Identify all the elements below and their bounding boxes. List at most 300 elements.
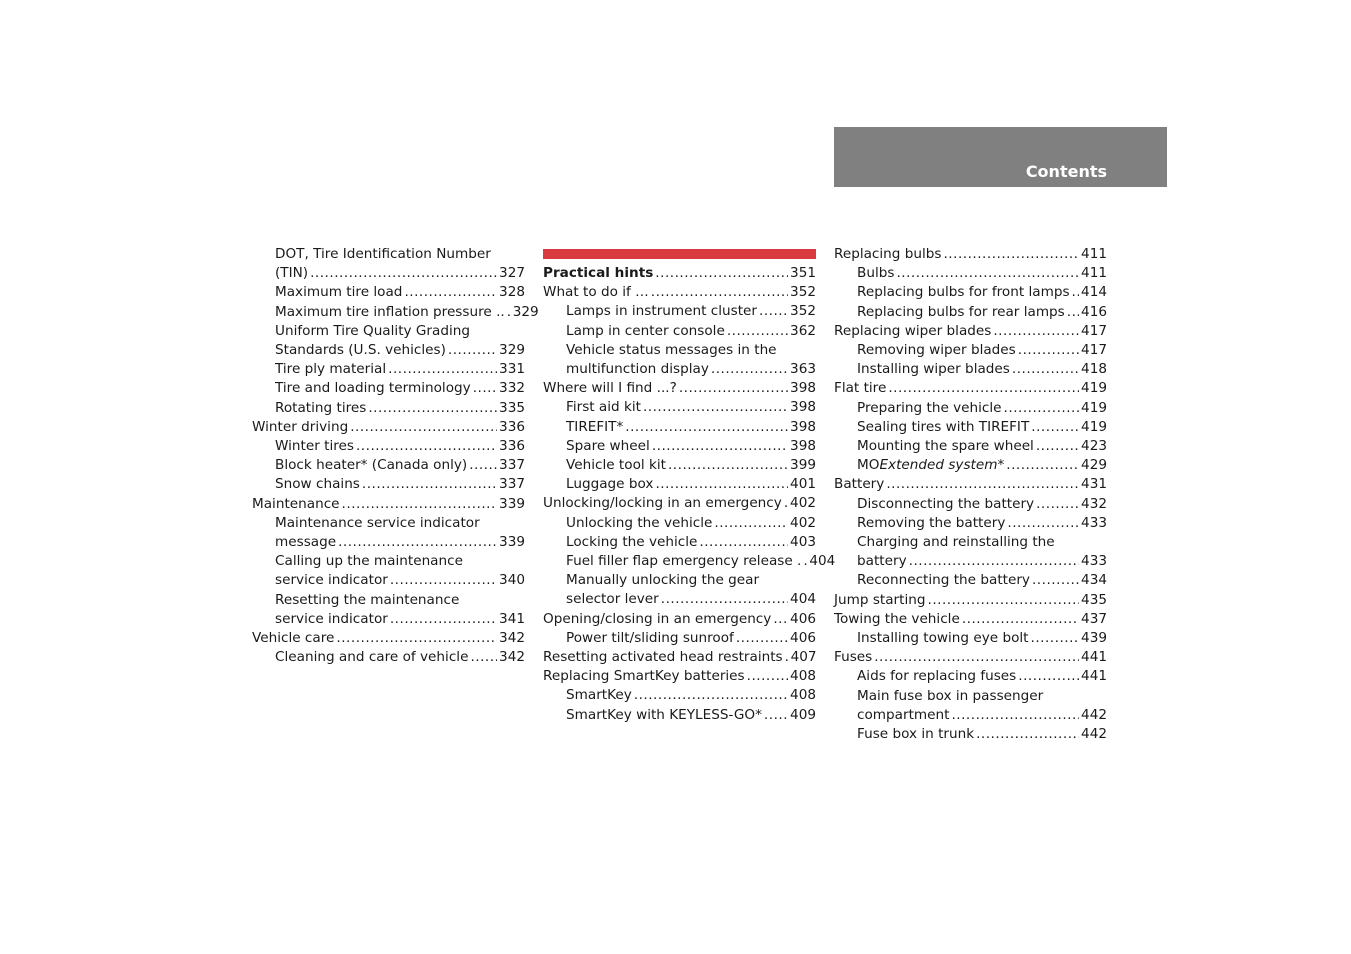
toc-entry-label	[275, 571, 388, 590]
toc-entry[interactable]	[834, 360, 1107, 379]
toc-page-number: 414	[1081, 284, 1107, 301]
toc-entry-label	[834, 591, 926, 610]
toc-entry[interactable]	[543, 456, 816, 475]
toc-page-number: 434	[1081, 572, 1107, 589]
toc-entry-label-text: Flat tire	[834, 380, 887, 397]
toc-entry-label	[834, 322, 991, 341]
toc-entry[interactable]	[543, 590, 816, 609]
toc-entry-label-text: Unlocking/locking in an emergency	[543, 495, 782, 512]
toc-entry-label-text: Removing the battery	[857, 514, 1006, 531]
toc-entry-label	[857, 706, 949, 725]
toc-entry[interactable]	[543, 322, 816, 341]
dot-leader	[785, 648, 789, 667]
dot-leader	[655, 264, 788, 283]
toc-page-number: 336	[499, 438, 525, 455]
contents-column-1	[252, 245, 539, 667]
toc-page-number: 419	[1081, 418, 1107, 435]
toc-entry-label-text: Vehicle tool kit	[566, 457, 666, 474]
toc-entry[interactable]	[834, 341, 1107, 360]
toc-page-number: 339	[499, 534, 525, 551]
toc-entry-label-text: Winter tires	[275, 438, 354, 455]
toc-entry-label-text: Preparing the vehicle	[857, 399, 1002, 416]
toc-page-number: 439	[1081, 630, 1107, 647]
toc-entry-label	[566, 590, 659, 609]
toc-entry-label	[275, 475, 360, 494]
toc-entry-label	[566, 686, 632, 705]
toc-entry[interactable]	[252, 495, 525, 514]
dot-leader	[888, 379, 1079, 398]
toc-entry-label	[566, 629, 734, 648]
toc-entry-label	[543, 610, 771, 629]
toc-entry[interactable]	[834, 725, 1107, 744]
toc-entry[interactable]	[543, 494, 816, 513]
toc-page-number: 408	[790, 668, 816, 685]
toc-entry-label	[566, 552, 801, 571]
toc-entry-label	[543, 648, 783, 667]
toc-entry-label-text: Sealing tires with TIREFIT	[857, 418, 1030, 435]
toc-entry-label	[857, 552, 907, 571]
toc-page-number: 398	[790, 399, 816, 416]
dot-leader	[473, 379, 497, 398]
dot-leader	[1067, 303, 1079, 322]
toc-entry[interactable]	[252, 283, 525, 302]
toc-page-number: 398	[790, 380, 816, 397]
dot-leader	[976, 725, 1079, 744]
dot-leader	[943, 245, 1079, 264]
toc-entry-label-text: battery	[857, 553, 907, 570]
toc-page-number: 340	[499, 572, 525, 589]
toc-page-number: 342	[499, 649, 525, 666]
dot-leader	[759, 302, 788, 321]
toc-entry-label	[275, 437, 354, 456]
dot-leader	[679, 379, 788, 398]
dot-leader	[661, 590, 788, 609]
dot-leader	[773, 610, 788, 629]
toc-page-number: 433	[1081, 514, 1107, 531]
toc-entry-label-text: Replacing bulbs for front lamps	[857, 284, 1070, 301]
toc-entry-label-text: Lamps in instrument cluster	[566, 303, 758, 320]
dot-leader	[1031, 418, 1079, 437]
dot-leader	[507, 303, 511, 322]
toc-entry-label-text: Jump starting	[834, 591, 926, 608]
toc-entry-text: Vehicle status messages in the	[566, 341, 777, 358]
dot-leader	[338, 533, 497, 552]
toc-entry[interactable]	[834, 475, 1107, 494]
toc-entry[interactable]	[834, 456, 1107, 475]
toc-entry-label	[275, 360, 386, 379]
toc-entry-label	[543, 494, 782, 513]
dot-leader	[711, 360, 788, 379]
toc-entry[interactable]	[834, 399, 1107, 418]
toc-entry-label-text: SmartKey with KEYLESS-GO*	[566, 706, 762, 723]
toc-entry-label	[834, 610, 960, 629]
toc-entry-label-text: What to do if …	[543, 284, 649, 301]
toc-entry-label-text: SmartKey	[566, 687, 632, 704]
toc-entry[interactable]	[834, 629, 1107, 648]
toc-page-number: 442	[1081, 726, 1107, 743]
toc-entry-label	[275, 264, 308, 283]
toc-entry-label-text: Standards (U.S. vehicles)	[275, 342, 446, 359]
toc-page-number: 332	[499, 380, 525, 397]
toc-entry-label-text: Practical hints	[543, 265, 654, 281]
toc-entry[interactable]	[252, 571, 525, 590]
toc-entry-label	[857, 303, 1065, 322]
toc-page-number: 341	[499, 610, 525, 627]
dot-leader	[993, 322, 1079, 341]
toc-entry[interactable]	[543, 629, 816, 648]
toc-entry-label	[857, 667, 1016, 686]
toc-entry-label-text: Fuses	[834, 649, 873, 666]
dot-leader	[404, 283, 497, 302]
toc-page-number: 342	[499, 630, 525, 647]
toc-entry[interactable]	[543, 667, 816, 686]
toc-entry-label-text: Maintenance	[252, 495, 340, 512]
toc-page-number: 417	[1081, 342, 1107, 359]
dot-leader	[962, 610, 1079, 629]
toc-entry-label-text: Opening/closing in an emergency	[543, 610, 772, 627]
toc-entry[interactable]	[543, 379, 816, 398]
dot-leader	[1036, 495, 1079, 514]
toc-entry[interactable]	[543, 418, 816, 437]
toc-page-number: 329	[512, 303, 539, 320]
toc-page-number: 399	[790, 457, 816, 474]
toc-entry-label-text: Where will I find ...?	[543, 380, 677, 397]
toc-entry[interactable]	[834, 495, 1107, 514]
toc-entry[interactable]	[834, 667, 1107, 686]
dot-leader	[1018, 341, 1079, 360]
toc-entry-label	[275, 399, 366, 418]
toc-entry-label-text: Disconnecting the battery	[857, 495, 1035, 512]
toc-page-number: 442	[1081, 706, 1107, 723]
toc-entry-label-text: Replacing bulbs	[834, 246, 942, 262]
dot-leader	[1006, 456, 1079, 475]
dot-leader	[651, 283, 788, 302]
toc-entry-text: DOT, Tire Identification Number	[275, 246, 491, 262]
dot-leader	[784, 494, 788, 513]
toc-entry-label	[275, 648, 468, 667]
toc-page-number: 409	[790, 706, 816, 723]
toc-entry-label-text: TIREFIT*	[566, 418, 624, 435]
toc-entry-label-text: Replacing SmartKey batteries	[543, 668, 745, 685]
toc-entry-label	[834, 648, 872, 667]
toc-entry[interactable]	[834, 514, 1107, 533]
toc-entry[interactable]	[543, 552, 836, 571]
toc-page-number: 336	[499, 418, 525, 435]
toc-entry-label-italic: Extended system*	[879, 457, 1005, 474]
toc-entry-label-text: Tire ply material	[275, 361, 387, 378]
toc-entry-label	[857, 283, 1070, 302]
toc-entry-label	[566, 398, 641, 417]
toc-page-number: 337	[499, 476, 525, 493]
toc-entry-label	[857, 725, 974, 744]
dot-leader	[1018, 667, 1079, 686]
toc-entry-label-text: multifunction display	[566, 361, 709, 378]
toc-entry-label	[857, 514, 1005, 533]
toc-entry[interactable]	[543, 648, 816, 667]
toc-page-number: 331	[499, 361, 525, 378]
section-divider-rule	[543, 249, 816, 259]
toc-entry[interactable]	[252, 418, 525, 437]
toc-page-number: 402	[790, 495, 816, 512]
toc-entry-label	[834, 379, 886, 398]
toc-page-number: 411	[1081, 265, 1107, 282]
toc-page-number: 419	[1081, 399, 1107, 416]
contents-column-2	[543, 245, 836, 725]
dot-leader	[390, 571, 497, 590]
toc-page-number: 403	[790, 533, 816, 550]
toc-entry[interactable]	[252, 303, 539, 322]
dot-leader	[747, 667, 788, 686]
toc-entry-label	[857, 418, 1029, 437]
toc-page-number: 418	[1081, 361, 1107, 378]
dot-leader	[310, 264, 497, 283]
toc-entry-label-text: Replacing wiper blades	[834, 322, 992, 339]
toc-page-number: 327	[499, 265, 525, 282]
toc-entry[interactable]	[834, 264, 1107, 283]
toc-entry-label-text: Removing wiper blades	[857, 342, 1016, 359]
dot-leader	[1004, 399, 1080, 418]
dot-leader	[1036, 437, 1079, 456]
toc-entry-label-text: compartment	[857, 706, 950, 723]
toc-entry-label-text: MO	[857, 457, 880, 474]
toc-page-number: 328	[499, 284, 525, 301]
dot-leader	[727, 322, 788, 341]
toc-entry-label-text: message	[275, 534, 337, 551]
dot-leader	[1012, 360, 1079, 379]
dot-leader	[699, 533, 788, 552]
toc-entry[interactable]	[834, 437, 1107, 456]
dot-leader	[736, 629, 788, 648]
toc-entry[interactable]	[834, 706, 1107, 725]
dot-leader	[350, 418, 497, 437]
toc-entry-text: Manually unlocking the gear	[566, 572, 760, 589]
toc-entry-label	[566, 475, 653, 494]
toc-entry[interactable]	[543, 686, 816, 705]
toc-entry[interactable]	[252, 629, 525, 648]
toc-entry-label-text: service indicator	[275, 610, 388, 627]
toc-entry[interactable]	[543, 437, 816, 456]
toc-entry-label	[275, 610, 388, 629]
toc-entry[interactable]	[834, 571, 1107, 590]
dot-leader	[909, 552, 1079, 571]
toc-entry[interactable]	[543, 283, 816, 302]
toc-entry-label	[857, 495, 1034, 514]
toc-entry-text: Maintenance service indicator	[275, 514, 480, 531]
toc-entry-label	[543, 667, 745, 686]
toc-page-number: 411	[1081, 246, 1107, 262]
toc-entry-label-text: Reconnecting the battery	[857, 572, 1030, 589]
toc-entry-label	[275, 379, 471, 398]
dot-leader	[1007, 514, 1079, 533]
toc-entry[interactable]	[543, 398, 816, 417]
toc-entry-label-text: Resetting activated head restraints	[543, 649, 783, 666]
toc-page-number: 351	[790, 265, 816, 281]
toc-entry-label-text: Fuse box in trunk	[857, 726, 975, 743]
toc-entry-label	[857, 264, 894, 283]
toc-page-number: 417	[1081, 322, 1107, 339]
toc-page-number: 335	[499, 399, 525, 416]
toc-page-number: 401	[790, 476, 816, 493]
toc-entry-label	[566, 437, 650, 456]
toc-entry-label	[566, 302, 757, 321]
toc-entry[interactable]	[252, 475, 525, 494]
toc-entry[interactable]	[543, 610, 816, 629]
toc-entry[interactable]	[834, 552, 1107, 571]
toc-entry[interactable]	[252, 437, 525, 456]
toc-page-number: 433	[1081, 553, 1107, 570]
toc-entry[interactable]	[252, 648, 525, 667]
toc-entry-text: Charging and reinstalling the	[857, 534, 1055, 551]
toc-entry[interactable]	[543, 706, 816, 725]
toc-page-number: 402	[790, 514, 816, 531]
toc-page-number: 352	[790, 303, 816, 320]
section-header-bar	[834, 127, 1167, 187]
dot-leader	[625, 418, 788, 437]
toc-entry[interactable]	[543, 302, 816, 321]
toc-entry[interactable]	[543, 514, 816, 533]
toc-entry-label	[566, 456, 666, 475]
dot-leader	[764, 706, 788, 725]
toc-entry-label	[275, 533, 336, 552]
dot-leader	[652, 437, 788, 456]
toc-page-number: 406	[790, 610, 816, 627]
toc-entry-label-text: Installing towing eye bolt	[857, 630, 1029, 647]
toc-entry-label-text: Winter driving	[252, 418, 349, 435]
dot-leader	[1031, 629, 1080, 648]
toc-entry-label-text: Lamp in center console	[566, 322, 725, 339]
toc-entry[interactable]	[252, 610, 525, 629]
toc-entry-label	[857, 456, 1004, 475]
toc-section-heading[interactable]	[543, 264, 816, 283]
toc-entry-label-text: Fuel filler flap emergency release .	[566, 553, 802, 570]
toc-entry-label	[252, 629, 334, 648]
toc-entry-label-text: Maximum tire load	[275, 284, 403, 301]
toc-page-number: 437	[1081, 610, 1107, 627]
dot-leader	[1072, 283, 1080, 302]
toc-entry-label-text: Snow chains	[275, 476, 360, 493]
toc-entry-label-text: Aids for replacing fuses	[857, 668, 1017, 685]
dot-leader	[643, 398, 788, 417]
toc-entry[interactable]	[543, 475, 816, 494]
toc-page-number: 441	[1081, 649, 1107, 666]
toc-page-number: 363	[790, 361, 816, 378]
toc-entry-label	[857, 571, 1030, 590]
toc-entry-label	[275, 341, 446, 360]
toc-entry[interactable]	[834, 610, 1107, 629]
toc-page-number: 423	[1081, 438, 1107, 455]
toc-entry[interactable]	[252, 379, 525, 398]
toc-entry-label-text: Replacing bulbs for rear lamps	[857, 303, 1065, 320]
toc-entry-text: Main fuse box in passenger	[857, 687, 1044, 704]
toc-entry-label-text: Vehicle care	[252, 630, 335, 647]
toc-entry[interactable]	[834, 591, 1107, 610]
toc-entry-label	[566, 706, 762, 725]
toc-entry[interactable]	[834, 283, 1107, 302]
toc-page-number: 435	[1081, 591, 1107, 608]
dot-leader	[886, 475, 1079, 494]
toc-entry-label-text: selector lever	[566, 591, 659, 608]
dot-leader	[336, 629, 497, 648]
toc-entry-label-text: Cleaning and care of vehicle	[275, 649, 469, 666]
toc-page-number: 416	[1081, 303, 1107, 320]
toc-entry-label-text: Rotating tires	[275, 399, 367, 416]
dot-leader	[362, 475, 497, 494]
toc-entry-label	[566, 418, 623, 437]
toc-entry[interactable]	[543, 360, 816, 379]
toc-entry-label	[252, 418, 348, 437]
toc-entry[interactable]	[543, 533, 816, 552]
toc-page-number: 337	[499, 457, 525, 474]
toc-entry[interactable]	[252, 360, 525, 379]
toc-page-number: 408	[790, 687, 816, 704]
toc-page-number: 432	[1081, 495, 1107, 512]
toc-entry[interactable]	[252, 264, 525, 283]
dot-leader	[448, 341, 497, 360]
toc-entry-label	[834, 245, 941, 264]
toc-entry-label	[857, 360, 1010, 379]
toc-page-number: 404	[809, 553, 836, 570]
toc-entry[interactable]	[252, 341, 525, 360]
toc-entry[interactable]	[834, 648, 1107, 667]
toc-entry-label-text: Luggage box	[566, 476, 654, 493]
dot-leader	[951, 706, 1079, 725]
toc-entry-label-text: Locking the vehicle	[566, 533, 698, 550]
dot-leader	[470, 648, 497, 667]
toc-entry-label	[566, 514, 712, 533]
toc-entry[interactable]	[834, 418, 1107, 437]
dot-leader	[803, 552, 807, 571]
toc-entry-label-text: Tire and loading terminology	[275, 380, 471, 397]
toc-entry[interactable]	[252, 456, 525, 475]
dot-leader	[388, 360, 497, 379]
toc-entry-label-text: service indicator	[275, 572, 388, 589]
toc-entry-label	[857, 341, 1016, 360]
dot-leader	[469, 456, 497, 475]
toc-entry[interactable]	[252, 399, 525, 418]
toc-entry-text: Resetting the maintenance	[275, 591, 460, 608]
dot-leader	[1032, 571, 1079, 590]
dot-leader	[714, 514, 788, 533]
toc-entry-label	[566, 533, 697, 552]
toc-entry[interactable]	[834, 303, 1107, 322]
toc-page-number: 419	[1081, 380, 1107, 397]
toc-page-number: 441	[1081, 668, 1107, 685]
toc-entry-label	[543, 379, 677, 398]
toc-entry[interactable]	[834, 322, 1107, 341]
toc-entry[interactable]	[834, 245, 1107, 264]
toc-entry-label-text: Block heater* (Canada only)	[275, 457, 468, 474]
toc-entry-label	[543, 283, 649, 302]
toc-page-number: 398	[790, 437, 816, 454]
toc-page-number: 407	[790, 649, 817, 666]
toc-entry[interactable]	[834, 379, 1107, 398]
toc-entry-label-text: Battery	[834, 476, 885, 493]
toc-page-number: 404	[790, 591, 816, 608]
dot-leader	[655, 475, 788, 494]
toc-entry-label-text: Power tilt/sliding sunroof	[566, 629, 734, 646]
toc-entry[interactable]	[252, 533, 525, 552]
dot-leader	[928, 591, 1080, 610]
dot-leader	[390, 610, 497, 629]
toc-entry-text: Calling up the maintenance	[275, 553, 463, 570]
toc-entry-label	[857, 437, 1034, 456]
dot-leader	[896, 264, 1079, 283]
toc-page-number: 406	[790, 629, 816, 646]
toc-page-number: 429	[1081, 457, 1107, 474]
toc-entry-label-text: Unlocking the vehicle	[566, 514, 713, 531]
toc-entry-label-text: First aid kit	[566, 399, 641, 416]
toc-page-number: 398	[790, 418, 816, 435]
